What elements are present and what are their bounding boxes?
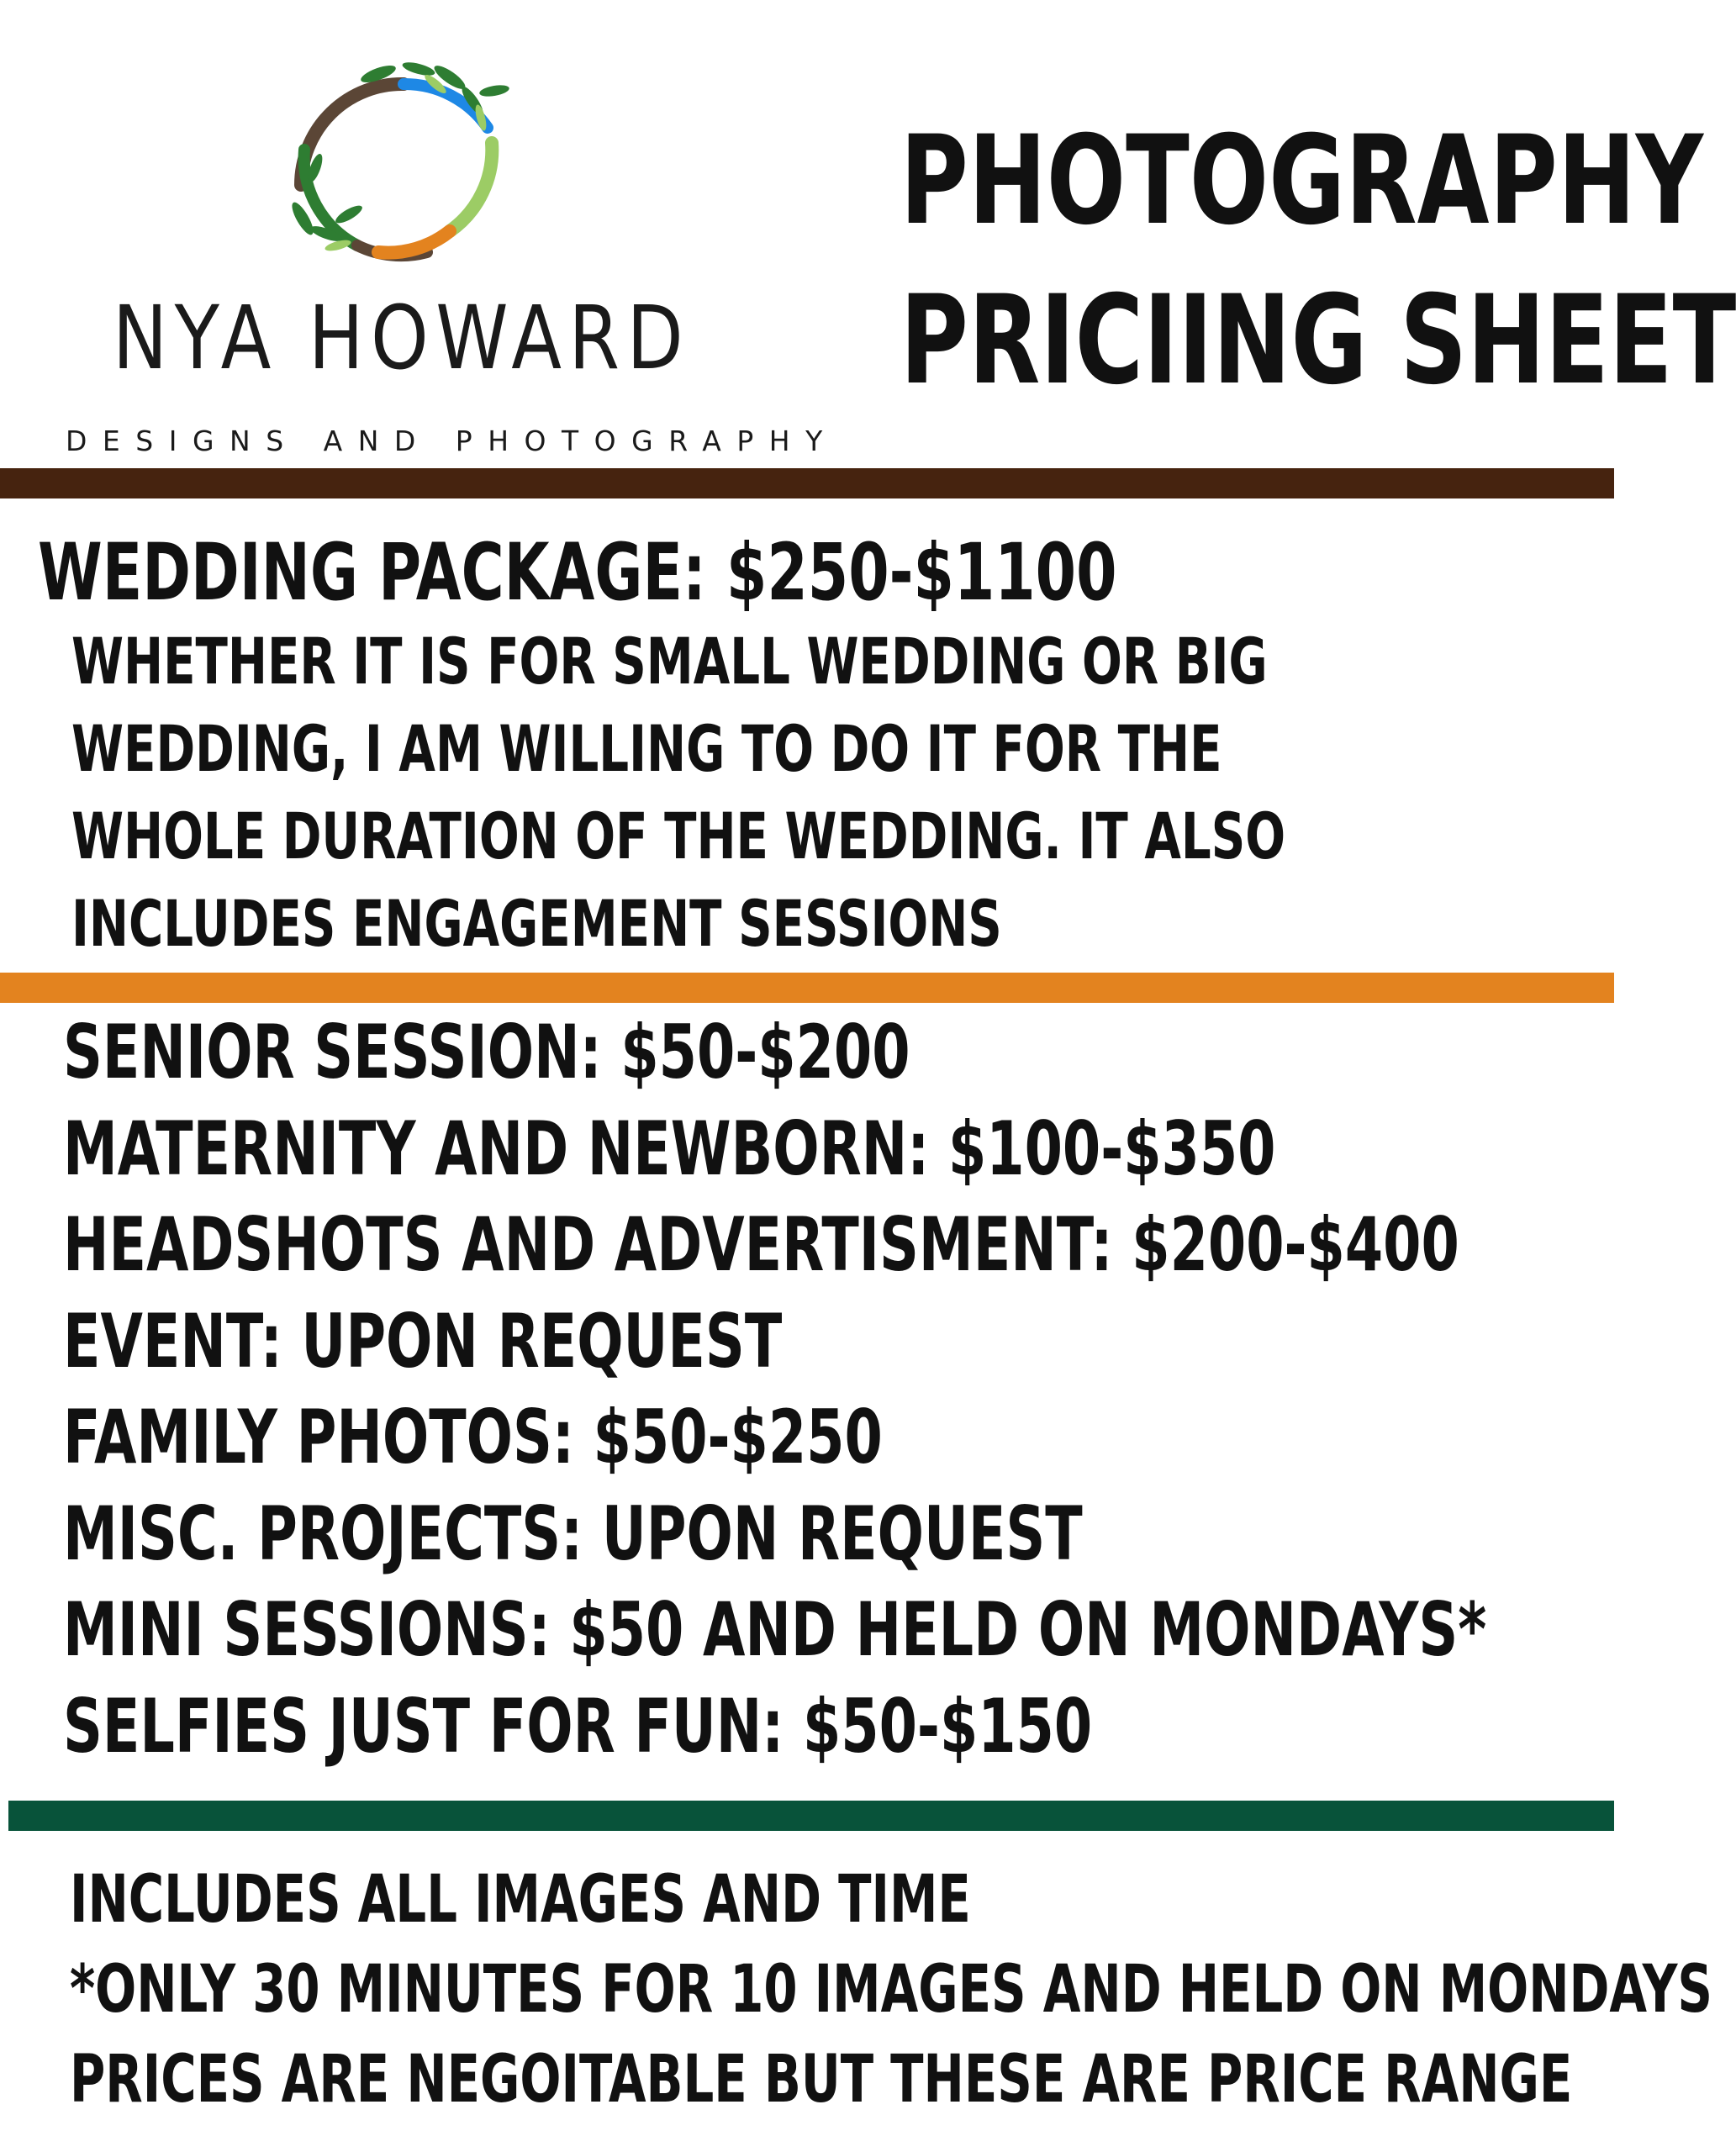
description-line: WHOLE DURATION OF THE WEDDING. IT ALSO (71, 799, 1286, 873)
brand-tagline: DESIGNS AND PHOTOGRAPHY (66, 425, 838, 457)
service-item-headshots: HEADSHOTS AND ADVERTISMENT: $200-$400 (63, 1201, 1459, 1288)
title-line-2: PRICIING SHEET (900, 269, 1736, 412)
services-price-list (63, 1005, 1486, 1775)
service-item-misc-projects: MISC. PROJECTS: UPON REQUEST (63, 1490, 1083, 1577)
leafy-wreath-logo-icon (277, 50, 530, 277)
service-item-mini-sessions: MINI SESSIONS: $50 AND HELD ON MONDAYS* (63, 1586, 1487, 1673)
service-item-family-photos: FAMILY PHOTOS: $50-$250 (63, 1394, 883, 1480)
note-line: *ONLY 30 MINUTES FOR 10 IMAGES AND HELD ON MONDAYS (70, 1952, 1712, 2028)
service-item-event: EVENT: UPON REQUEST (63, 1297, 783, 1385)
divider-brown (0, 468, 1614, 498)
service-item-selfies: SELFIES JUST FOR FUN: $50-$150 (63, 1682, 1093, 1770)
note-line: PRICES ARE NEGOITABLE BUT THESE ARE PRICE RANGE (70, 2042, 1573, 2118)
title-line-1: PHOTOGRAPHY (900, 109, 1704, 252)
divider-green (8, 1801, 1614, 1831)
service-item-maternity-newborn: MATERNITY AND NEWBORN: $100-$350 (63, 1105, 1276, 1192)
wedding-package-description (71, 618, 1285, 968)
description-line: INCLUDES ENGAGEMENT SESSIONS (71, 886, 1002, 961)
page-title (900, 101, 1736, 420)
note-line: INCLUDES ALL IMAGES AND TIME (70, 1862, 971, 1938)
wedding-package-heading: WEDDING PACKAGE: $250-$1100 (38, 527, 1117, 619)
service-item-senior-session: SENIOR SESSION: $50-$200 (63, 1009, 910, 1095)
divider-orange (0, 973, 1614, 1003)
description-line: WEDDING, I AM WILLING TO DO IT FOR THE (71, 711, 1222, 786)
description-line: WHETHER IT IS FOR SMALL WEDDING OR BIG (71, 624, 1268, 699)
brand-name: NYA HOWARD (112, 287, 691, 389)
pricing-notes (70, 1855, 1712, 2125)
